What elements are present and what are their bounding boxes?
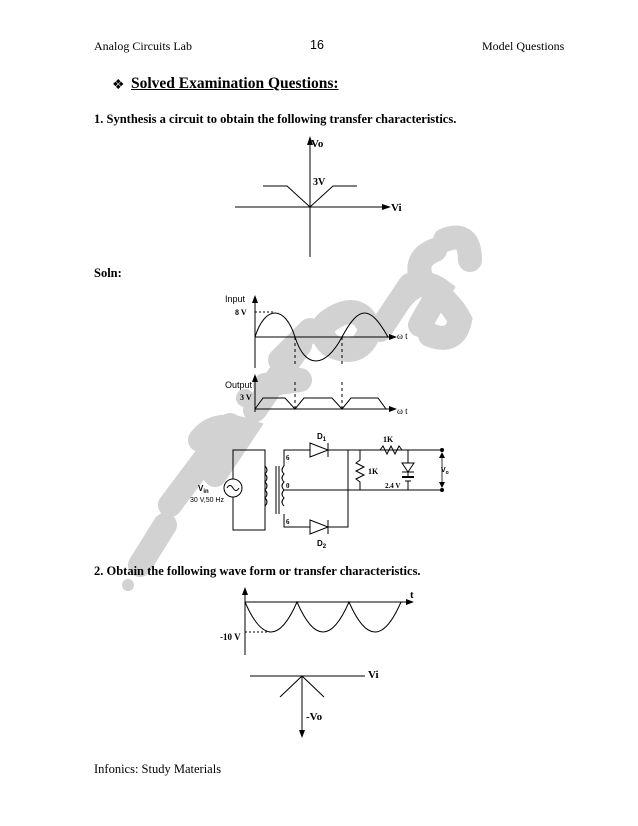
source-label: 30 V,50 Hz xyxy=(190,497,224,504)
input-output-waveforms xyxy=(220,290,430,420)
fig3-vi-label: Vi xyxy=(368,669,379,681)
section-title: Solved Examination Questions: xyxy=(131,75,339,92)
r1-label: 1K xyxy=(383,435,394,444)
output-amp-label: 3 V xyxy=(240,393,252,402)
r2-label: 1K xyxy=(368,467,379,476)
transfer-characteristic-2 xyxy=(240,660,390,740)
input-amp-label: 8 V xyxy=(235,308,247,317)
fig2-t-label: t xyxy=(410,589,414,601)
header-left: Analog Circuits Lab xyxy=(94,39,192,53)
bullet-icon: ❖ xyxy=(112,78,125,93)
footer: Infonics: Study Materials xyxy=(94,762,222,776)
question-2: 2. Obtain the following wave form or transfer characteristics. xyxy=(94,564,421,578)
page-number: 16 xyxy=(310,38,324,52)
question-1: 1. Synthesis a circuit to obtain the following transfer characteristics. xyxy=(94,112,457,126)
full-wave-waveform xyxy=(220,585,430,660)
fig1-vi-label: Vi xyxy=(391,202,402,214)
d1-label: $D_1$ xyxy=(317,432,327,443)
fig1-vo-label: Vo xyxy=(311,138,324,150)
d2-label: $D_2$ xyxy=(317,539,327,550)
rectifier-circuit xyxy=(180,430,465,555)
fig1-level-label: 3V xyxy=(313,177,326,188)
wt-label-1: ω t xyxy=(397,331,408,341)
fig2-level-label: -10 V xyxy=(220,632,241,642)
header-right: Model Questions xyxy=(482,39,565,53)
output-label: Output xyxy=(225,380,253,390)
tap-bot-label: 6 xyxy=(286,518,290,526)
input-label: Input xyxy=(225,294,246,304)
transfer-characteristic-1 xyxy=(225,133,410,258)
vin-label: $V_{in}$ xyxy=(198,484,209,495)
tap-top-label: 6 xyxy=(286,454,290,462)
solution-label: Soln: xyxy=(94,266,122,280)
tap-mid-label: 0 xyxy=(286,482,290,490)
vref-label: 2.4 V xyxy=(385,482,401,490)
fig3-vo-label: -Vo xyxy=(306,711,323,723)
vo-label: $V_o$ xyxy=(441,467,449,476)
wt-label-2: ω t xyxy=(397,406,408,416)
